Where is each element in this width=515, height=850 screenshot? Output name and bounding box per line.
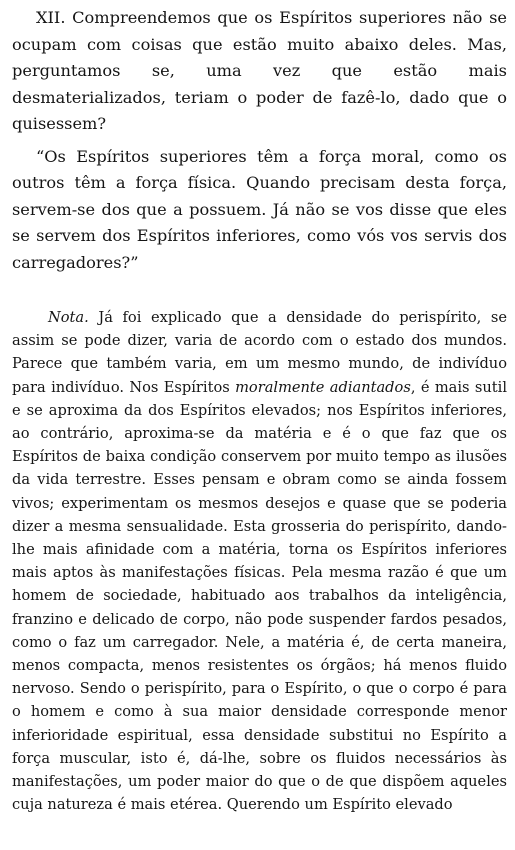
answer-paragraph: “Os Espíritos superiores têm a força moral, como os outros têm a força física. Quando precisam desta força, servem-se dos que a possuem. Já não se vos disse que eles se servem dos Espíritos inferiores, como vós vos servis dos carregadores?”	[12, 146, 507, 272]
note-paragraph	[12, 306, 507, 816]
note-emphasis: moralmente adiantados	[235, 378, 411, 396]
question-paragraph: XII. Compreendemos que os Espíritos superiores não se ocupam com coisas que estão muito abaixo deles. Mas, perguntamos se, uma vez que estão mais desmaterializados, teriam o poder de fazê-lo, dado que o quisessem?	[12, 8, 507, 133]
note-text-part2: , é mais sutil e se aproxima da dos Espíritos elevados; nos Espíritos inferiores, ao contrário, aproxima-se da matéria e é o que faz que os Espíritos de baixa condição conservem por muito tempo as ilusões da vida terrestre. Esses pensam e obram como se ainda fossem vivos; experimentam os mesmos desejos e quase que se poderia dizer a mesma sensualidade. Esta grosseria do perispírito, dando-lhe mais afinidade com a matéria, torna os Espíritos inferiores mais aptos às manifestações físicas. Pela mesma razão é que um homem de sociedade, habituado aos trabalhos da inteligência, franzino e delicado de corpo, não pode suspender fardos pesados, como o faz um carregador. Nele, a matéria é, de certa maneira, menos compacta, menos resistentes os órgãos; há menos fluido nervoso. Sendo o perispírito, para o Espírito, o que o corpo é para o homem e como à sua maior densidade corresponde menor inferioridade espiritual, essa densidade substitui no Espírito a força muscular, isto é, dá-lhe, sobre os fluidos necessários às manifestações, um poder maior do que o de que dispõem aqueles cuja natureza é mais etérea. Querendo um Espírito elevado	[12, 378, 507, 814]
note-text-part1: Já foi explicado que a densidade do perispírito, se assim se pode dizer, varia de acordo com o estado dos mundos. Parece que também varia, em um mesmo mundo, de indivíduo para indivíduo. Nos Espíritos	[12, 309, 507, 396]
note-label: Nota.	[48, 309, 89, 326]
